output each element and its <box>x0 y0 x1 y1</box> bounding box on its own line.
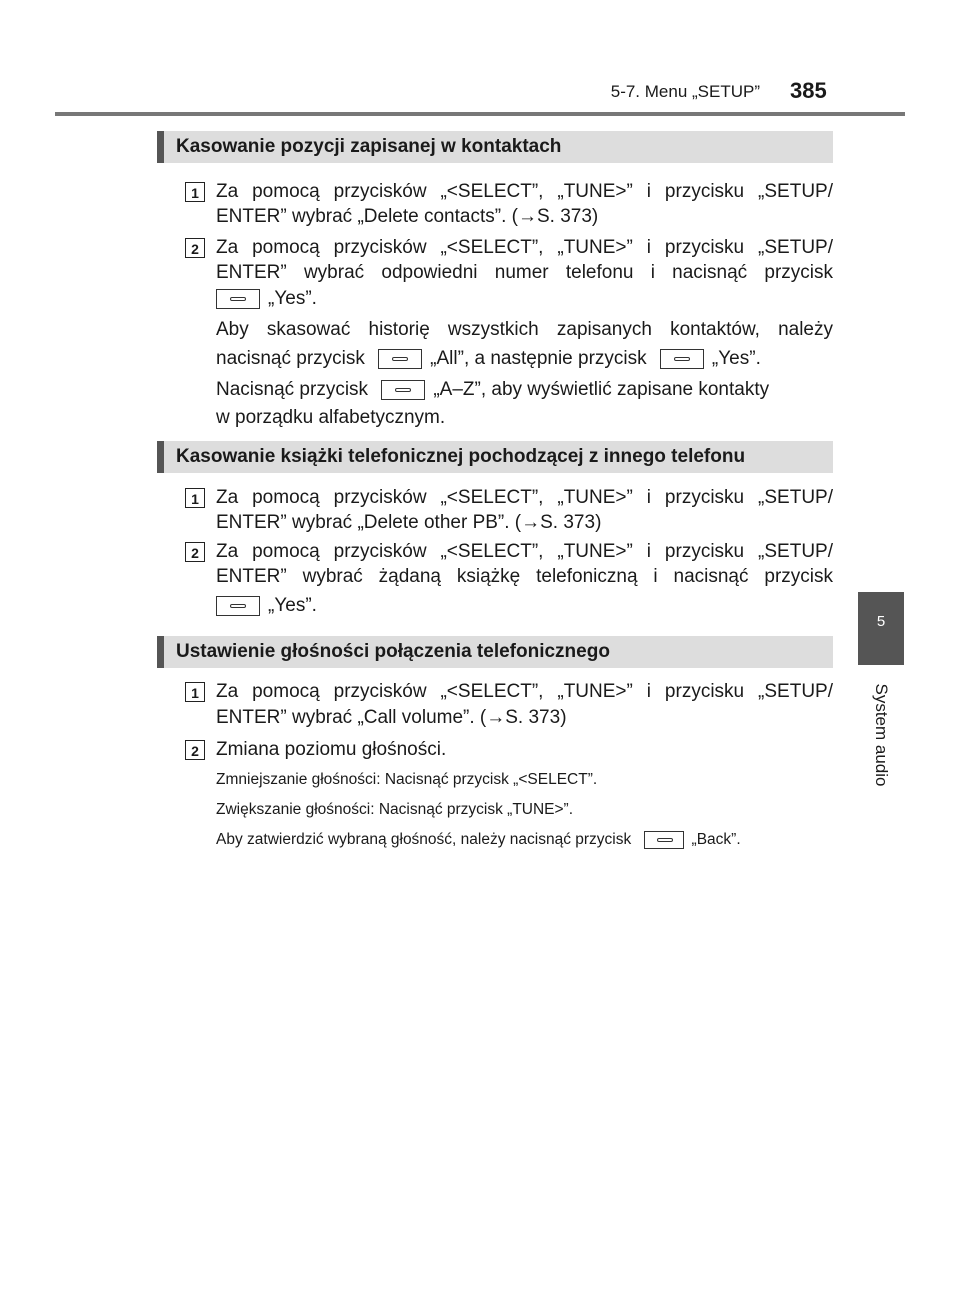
step-text: ENTER” wybrać „Delete contacts”. (→S. 373) <box>216 206 599 227</box>
chapter-tab: 5 <box>858 592 904 665</box>
step-number: 2 <box>185 740 205 760</box>
step-number: 1 <box>185 488 205 508</box>
detail-text: Zmniejszanie głośności: Nacisnąć przycisk „<SELECT”. <box>216 771 598 788</box>
note-fragment: Nacisnąć przycisk <box>216 379 369 400</box>
step-text <box>216 287 833 311</box>
chapter-tab-label <box>858 680 904 790</box>
detail-fragment: Aby zatwierdzić wybraną głośność, należy nacisnąć przycisk <box>216 831 632 848</box>
screen-button-icon <box>381 380 425 400</box>
header-rule <box>55 112 905 116</box>
step-text: ENTER” wybrać „Delete other PB”. (→S. 373) <box>216 512 602 533</box>
note-fragment: nacisnąć przycisk <box>216 348 365 369</box>
screen-button-icon <box>644 831 684 849</box>
page-number: 385 <box>790 78 827 103</box>
section-heading: Kasowanie książki telefonicznej pochodzącej z innego telefonu <box>157 441 833 473</box>
step-text: ENTER” wybrać żądaną książkę telefoniczną i nacisnąć przycisk <box>216 566 833 587</box>
step-text: ENTER” wybrać „Call volume”. (→S. 373) <box>216 707 567 728</box>
screen-button-icon <box>216 596 260 616</box>
section-heading: Ustawienie głośności połączenia telefonicznego <box>157 636 833 668</box>
screen-button-icon <box>660 349 704 369</box>
step-text: ENTER” wybrać odpowiedni numer telefonu i nacisnąć przycisk <box>216 262 833 283</box>
step-text: Za pomocą przycisków „<SELECT”, „TUNE>” i przycisku „SETUP/ <box>216 181 833 202</box>
step-number: 2 <box>185 542 205 562</box>
note-text <box>216 378 833 402</box>
detail-text <box>216 830 741 850</box>
note-text <box>216 347 833 371</box>
chapter-label-text: System audio <box>872 683 891 787</box>
step-text: Zmiana poziomu głośności. <box>216 739 447 760</box>
step-number: 1 <box>185 682 205 702</box>
section-heading: Kasowanie pozycji zapisanej w kontaktach <box>157 131 833 163</box>
step-text: Za pomocą przycisków „<SELECT”, „TUNE>” i przycisku „SETUP/ <box>216 681 833 702</box>
screen-button-icon <box>378 349 422 369</box>
step-number: 1 <box>185 182 205 202</box>
note-text: w porządku alfabetycznym. <box>216 407 446 428</box>
step-text: Za pomocą przycisków „<SELECT”, „TUNE>” i przycisku „SETUP/ <box>216 541 833 562</box>
button-label: „Yes”. <box>268 595 317 616</box>
note-fragment: „All”, a następnie przycisk <box>430 348 647 369</box>
step-text: Za pomocą przycisków „<SELECT”, „TUNE>” i przycisku „SETUP/ <box>216 487 833 508</box>
step-number: 2 <box>185 238 205 258</box>
step-text: Za pomocą przycisków „<SELECT”, „TUNE>” i przycisku „SETUP/ <box>216 237 833 258</box>
screen-button-icon <box>216 289 260 309</box>
header-section-title: 5-7. Menu „SETUP” <box>610 82 760 101</box>
step-text <box>216 594 833 618</box>
detail-fragment: „Back”. <box>691 831 741 848</box>
note-fragment: „Yes”. <box>711 348 761 369</box>
note-text: Aby skasować historię wszystkich zapisanych kontaktów, należy <box>216 319 833 340</box>
detail-text: Zwiększanie głośności: Nacisnąć przycisk „TUNE>”. <box>216 801 574 818</box>
button-label: „Yes”. <box>268 288 317 309</box>
note-fragment: „A–Z”, aby wyświetlić zapisane kontakty <box>433 379 770 400</box>
